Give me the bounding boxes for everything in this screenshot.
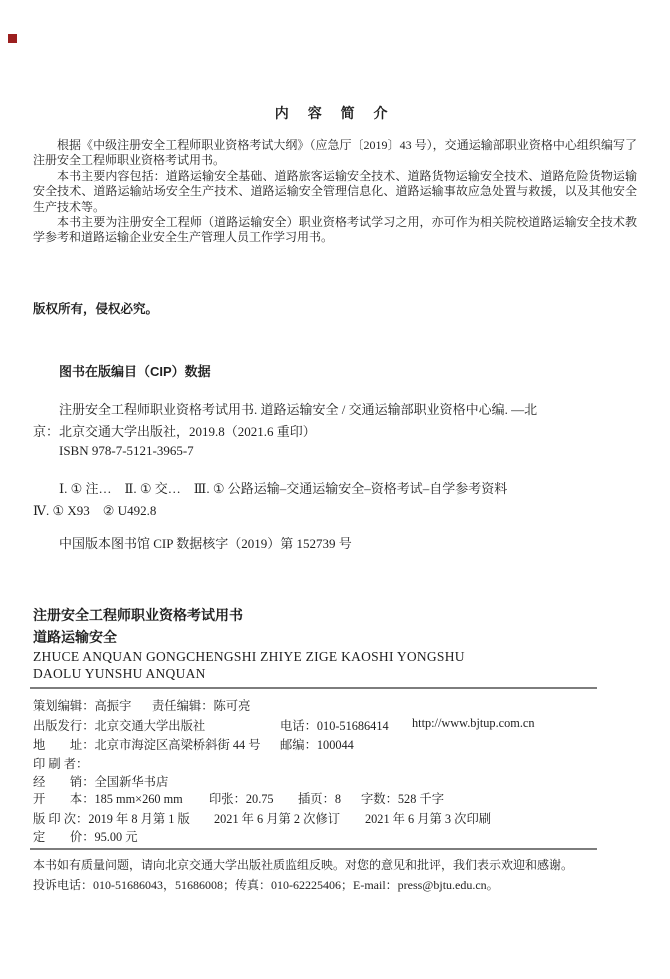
colophon-line-publisher <box>33 716 637 732</box>
publisher-address: 地 址：北京市海淀区高梁桥斜街 44 号 <box>33 738 261 752</box>
intro-paragraph: 本书主要内容包括：道路运输安全基础、道路旅客运输安全技术、道路货物运输安全技术、道路危险货物运输安全技术、道路运输站场安全生产技术、道路运输安全管理信息化、道路运输事故应急处置与救援，以及其他安全生产技术等。 <box>33 168 637 214</box>
colophon-line-address <box>33 735 637 751</box>
cip-classification-line1: Ⅰ. ① 注… Ⅱ. ① 交… Ⅲ. ① 公路运输–交通运输安全–资格考试–自学参考资料 <box>59 481 508 496</box>
complaint-contacts: 投诉电话：010-51686043，51686008；传真：010-62225406；E-mail：press@bjtu.edu.cn。 <box>33 878 499 892</box>
book-format: 开 本：185 mm×260 mm <box>33 792 183 806</box>
cip-heading: 图书在版编目（CIP）数据 <box>59 364 211 379</box>
publisher-phone: 电话：010-51686414 <box>280 719 389 733</box>
cip-record-number: 中国版本图书馆 CIP 数据核字（2019）第 152739 号 <box>59 536 352 551</box>
quality-notice: 本书如有质量问题，请向北京交通大学出版社质监组反映。对您的意见和批评，我们表示欢迎和感谢。 <box>33 858 574 872</box>
printer: 印 刷 者： <box>33 757 89 771</box>
pinyin-title-line1: ZHUCE ANQUAN GONGCHENGSHI ZHIYE ZIGE KAOSHI YONGSHU <box>33 649 465 664</box>
planning-editor: 策划编辑：高振宇 <box>33 699 132 713</box>
responsible-editor: 责任编辑：陈可亮 <box>152 699 251 713</box>
postal-code: 邮编：100044 <box>280 738 354 752</box>
cip-classification-line2: Ⅳ. ① X93 ② U492.8 <box>33 502 157 518</box>
intro-paragraphs <box>33 138 637 246</box>
cip-record <box>33 399 618 442</box>
cip-record-line1: 注册安全工程师职业资格考试用书. 道路运输安全 / 交通运输部职业资格中心编. —北 <box>59 402 538 417</box>
cip-record-line2: 京：北京交通大学出版社，2019.8（2021.6 重印） <box>33 423 316 439</box>
cip-classification <box>33 478 633 521</box>
printing: 2021 年 6 月第 3 次印刷 <box>365 812 492 826</box>
colophon-line-editors <box>33 696 637 712</box>
pinyin-title-line2: DAOLU YUNSHU ANQUAN <box>33 666 206 681</box>
intro-paragraph: 本书主要为注册安全工程师（道路运输安全）职业资格考试学习之用，亦可作为相关院校道路运输安全技术教学参考和道路运输企业安全生产管理人员工作学习用书。 <box>33 215 637 245</box>
inserts: 插页：8 <box>298 792 342 806</box>
colophon-line-format <box>33 789 637 805</box>
divider-bottom <box>30 848 597 850</box>
price: 定 价：95.00 元 <box>33 830 138 844</box>
isbn-number: ISBN 978-7-5121-3965-7 <box>59 443 194 458</box>
series-title: 注册安全工程师职业资格考试用书 <box>33 607 243 623</box>
colophon-line-printer <box>33 754 637 770</box>
colophon-line-distributor <box>33 772 637 788</box>
word-count: 字数：528 千字 <box>361 792 445 806</box>
intro-paragraph: 根据《中级注册安全工程师职业资格考试大纲》（应急厅〔2019〕43 号），交通运输部职业资格中心组织编写了注册安全工程师职业资格考试用书。 <box>33 138 637 168</box>
distributor: 经 销：全国新华书店 <box>33 775 169 789</box>
colophon-line-price <box>33 827 637 843</box>
printed-sheets: 印张：20.75 <box>209 792 274 806</box>
intro-heading: 内 容 简 介 <box>274 107 396 122</box>
first-edition: 版 印 次：2019 年 8 月第 1 版 <box>33 812 190 826</box>
colophon-line-edition <box>33 809 637 825</box>
divider-top <box>30 687 597 689</box>
publisher: 出版发行：北京交通大学出版社 <box>33 719 206 733</box>
publisher-website: http://www.bjtup.com.cn <box>412 716 535 730</box>
revision: 2021 年 6 月第 2 次修订 <box>214 812 341 826</box>
book-title: 道路运输安全 <box>33 629 117 645</box>
red-page-marker <box>8 34 17 43</box>
copyright-notice: 版权所有，侵权必究。 <box>33 302 159 316</box>
